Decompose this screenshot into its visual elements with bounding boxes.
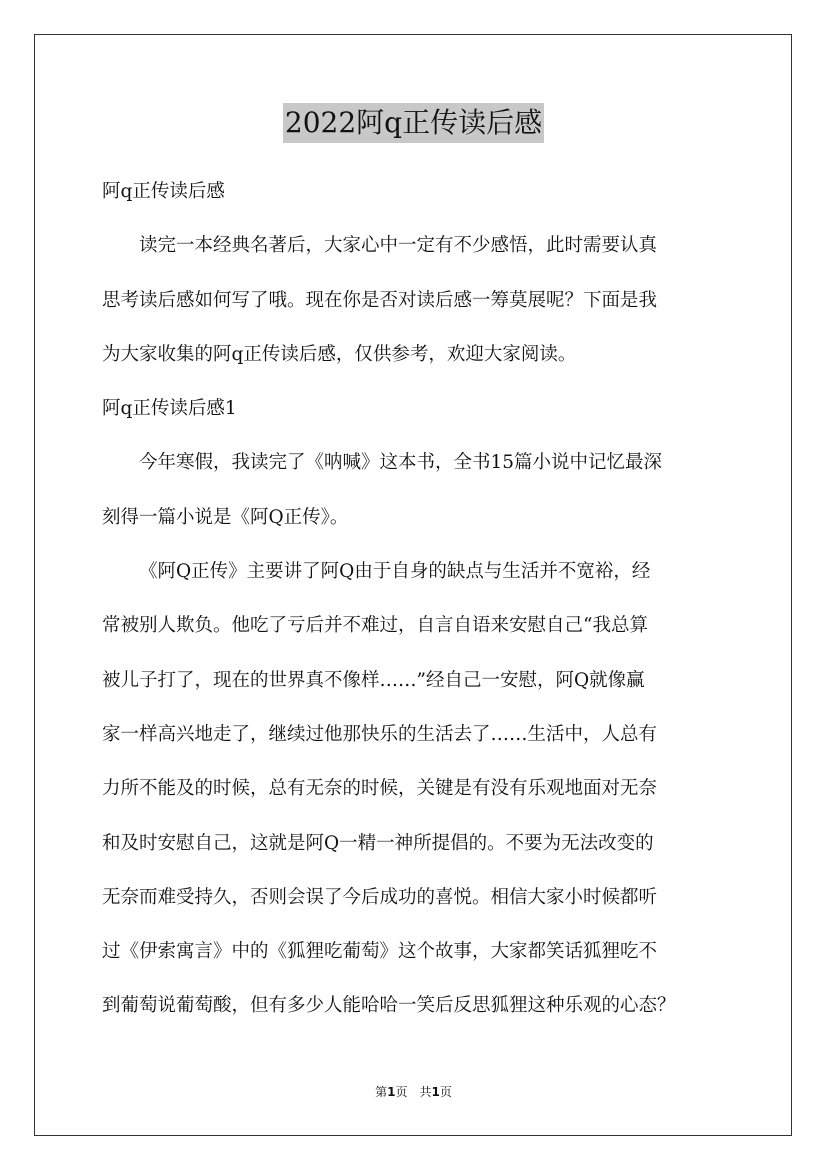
text-line: 思考读后感如何写了哦。现在你是否对读后感一筹莫展呢？下面是我 xyxy=(102,289,658,311)
page-current: 1 xyxy=(387,1085,396,1099)
title-area xyxy=(0,103,827,143)
page-footer xyxy=(0,1083,827,1100)
text-line: 《阿Q正传》主要讲了阿Q由于自身的缺点与生活并不宽裕，经 xyxy=(139,561,651,583)
text-line: 过《伊索寓言》中的《狐狸吃葡萄》这个故事，大家都笑话狐狸吃不 xyxy=(102,941,658,963)
text-line: 今年寒假，我读完了《呐喊》这本书，全书15篇小说中记忆最深 xyxy=(139,452,663,474)
text-line: 被儿子打了，现在的世界真不像样……”经自己一安慰，阿Q就像赢 xyxy=(102,669,645,691)
text-line: 阿q正传读后感1 xyxy=(102,398,237,420)
text-line: 读完一本经典名著后，大家心中一定有不少感悟，此时需要认真 xyxy=(139,235,658,257)
text-line: 力所不能及的时候，总有无奈的时候，关键是有没有乐观地面对无奈 xyxy=(102,778,658,800)
page-suffix: 页 xyxy=(395,1085,408,1099)
total-suffix: 页 xyxy=(439,1085,452,1099)
text-line: 阿q正传读后感 xyxy=(102,181,225,202)
text-line: 到葡萄说葡萄酸，但有多少人能哈哈一笑后反思狐狸这种乐观的心态？ xyxy=(102,995,676,1017)
document-body xyxy=(102,165,728,1034)
total-prefix: 共 xyxy=(419,1085,432,1099)
text-line: 常被别人欺负。他吃了亏后并不难过，自言自语来安慰自己“我总算 xyxy=(102,615,648,637)
text-line: 为大家收集的阿q正传读后感，仅供参考，欢迎大家阅读。 xyxy=(102,343,577,365)
page-total: 1 xyxy=(431,1085,440,1099)
text-line: 无奈而难受持久，否则会误了今后成功的喜悦。相信大家小时候都听 xyxy=(102,886,658,908)
document-title: 2022阿q正传读后感 xyxy=(283,103,544,143)
text-line: 家一样高兴地走了，继续过他那快乐的生活去了……生活中，人总有 xyxy=(102,723,658,745)
text-line: 和及时安慰自己，这就是阿Q一精一神所提倡的。不要为无法改变的 xyxy=(102,832,654,854)
text-line: 刻得一篇小说是《阿Q正传》。 xyxy=(102,506,349,528)
page-prefix: 第 xyxy=(375,1085,388,1099)
